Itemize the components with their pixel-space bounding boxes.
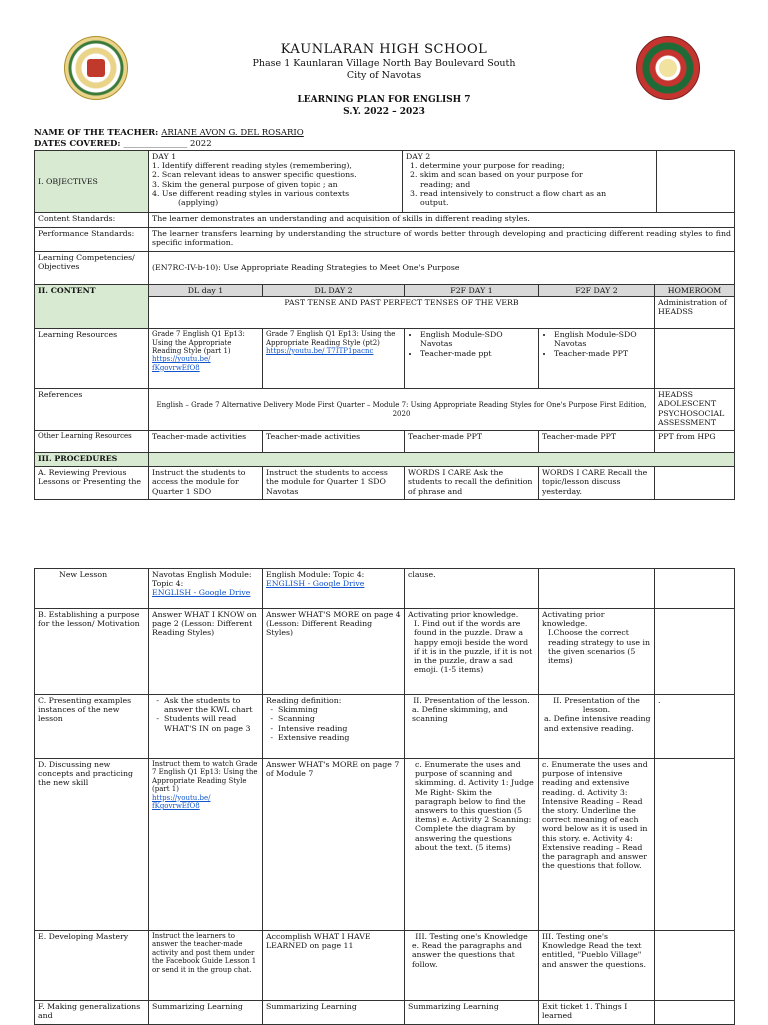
resources-dl1: Grade 7 English Q1 Ep13: Using the Appropriate Reading Style (part 1) https://youtu.be/ fKgovrwEfO8 xyxy=(149,329,263,389)
proc-f-dl1: Summarizing Learning xyxy=(149,1001,263,1025)
content-topic: PAST TENSE AND PAST PERFECT TENSES OF THE VERB xyxy=(149,297,655,329)
proc-a-dl2: Instruct the students to access the module for Quarter 1 SDO Navotas xyxy=(263,467,405,500)
proc-b-dl1: Answer WHAT I KNOW on page 2 (Lesson: Different Reading Styles) xyxy=(149,609,263,695)
proc-a-dl2-cont: English Module: Topic 4: ENGLISH - Google Drive xyxy=(263,569,405,609)
dates-line xyxy=(34,139,212,149)
proc-c-label: C. Presenting examples instances of the new lesson xyxy=(35,695,149,759)
other-resources-label: Other Learning Resources xyxy=(35,431,149,453)
proc-a-f2f1: WORDS I CARE Ask the students to recall the definition of phrase and xyxy=(405,467,539,500)
proc-e-label: E. Developing Mastery xyxy=(35,931,149,1001)
video-link-part2[interactable]: https://youtu.be/ T7ITP1pacnc xyxy=(266,347,374,356)
proc-d-label: D. Discussing new concepts and practicing the new skill xyxy=(35,759,149,931)
proc-a-homeroom-cont xyxy=(655,569,735,609)
proc-a-f2f2-cont xyxy=(539,569,655,609)
proc-f-dl2: Summarizing Learning xyxy=(263,1001,405,1025)
proc-e-f2f1: III. Testing one's Knowledge e. Read the paragraphs and answer the questions that follow. xyxy=(405,931,539,1001)
video-link-part1[interactable]: https://youtu.be/ fKgovrwEfO8 xyxy=(152,355,211,372)
content-label: II. CONTENT xyxy=(35,285,149,329)
page-gap xyxy=(0,510,768,562)
proc-b-f2f2: Activating prior knowledge. I.Choose the correct reading strategy to use in the given scenarios (5 items) xyxy=(539,609,655,695)
video-link-part1-repeat[interactable]: https://youtu.be/ fKgovrwEfO8 xyxy=(152,793,211,811)
competencies-text: (EN7RC-IV-b-10): Use Appropriate Reading Strategies to Meet One's Purpose xyxy=(149,252,735,285)
day-header-f2f1: F2F DAY 1 xyxy=(405,285,539,297)
day-header-f2f2: F2F DAY 2 xyxy=(539,285,655,297)
proc-f-f2f1: Summarizing Learning xyxy=(405,1001,539,1025)
day-header-dl1: DL day 1 xyxy=(149,285,263,297)
proc-a-homeroom xyxy=(655,467,735,500)
proc-c-f2f2: II. Presentation of the lesson. a. Define intensive reading and extensive reading. xyxy=(539,695,655,759)
proc-f-label: F. Making generalizations and xyxy=(35,1001,149,1025)
objectives-label: I. OBJECTIVES xyxy=(35,151,149,213)
proc-c-dl1: - Ask the students to answer the KWL chart - Students will read WHAT'S IN on page 3 xyxy=(149,695,263,759)
proc-a-label-cont: New Lesson xyxy=(35,569,149,609)
proc-e-dl1: Instruct the learners to answer the teacher-made activity and post them under the Facebook Guide Lesson 1 or send it in the group chat. xyxy=(149,931,263,1001)
references-homeroom: HEADSS ADOLESCENT PSYCHOSOCIAL ASSESSMENT xyxy=(655,389,735,431)
objectives-extra xyxy=(657,151,735,213)
proc-e-homeroom xyxy=(655,931,735,1001)
other-resources-homeroom: PPT from HPG xyxy=(655,431,735,453)
document-page-2 xyxy=(0,562,768,1024)
other-resources-f2f2: Teacher-made PPT xyxy=(539,431,655,453)
proc-a-f2f2: WORDS I CARE Recall the topic/lesson discuss yesterday. xyxy=(539,467,655,500)
content-standards-text: The learner demonstrates an understanding and acquisition of skills in different reading styles. xyxy=(149,213,735,228)
proc-d-dl2: Answer WHAT's MORE on page 7 of Module 7 xyxy=(263,759,405,931)
proc-b-label: B. Establishing a purpose for the lesson/ Motivation xyxy=(35,609,149,695)
school-address-line2: City of Navotas xyxy=(346,70,422,81)
google-drive-link-dl2[interactable]: ENGLISH - Google Drive xyxy=(266,579,365,589)
performance-standards-label: Performance Standards: xyxy=(35,228,149,252)
content-table xyxy=(34,284,735,500)
proc-e-f2f2: III. Testing one's Knowledge Read the text entitled, "Pueblo Village" and answer the questions. xyxy=(539,931,655,1001)
proc-d-dl1: Instruct them to watch Grade 7 English Q1 Ep13: Using the Appropriate Reading Style (part 1) https://youtu.be/ fKgovrwEfO8 xyxy=(149,759,263,931)
teacher-line xyxy=(34,128,304,138)
proc-b-homeroom xyxy=(655,609,735,695)
proc-e-dl2: Accomplish WHAT I HAVE LEARNED on page 11 xyxy=(263,931,405,1001)
references-text: English – Grade 7 Alternative Delivery Mode First Quarter – Module 7: Using Appropriate Reading Styles for One's Purpose First Edition, 2020 xyxy=(149,389,655,431)
learning-plan-table-page2 xyxy=(34,568,735,1025)
proc-a-f2f1-cont: clause. xyxy=(405,569,539,609)
proc-b-f2f1: Activating prior knowledge. I. Find out if the words are found in the puzzle. Draw a happy emoji beside the word if it is in the puzzle, if it is not in the puzzle, draw a sad emoji. (1-5 items) xyxy=(405,609,539,695)
proc-b-dl2: Answer WHAT'S MORE on page 4 (Lesson: Different Reading Styles) xyxy=(263,609,405,695)
content-homeroom: Administration of HEADSS xyxy=(655,297,735,329)
proc-d-f2f2: c. Enumerate the uses and purpose of intensive reading and extensive reading. d. Activity 3: Intensive Reading – Read the story. Underline the correct meaning of each word below as it is used in this story. e. Activity 4: Extensive reading – Read the paragraph and answer the questions that follow. xyxy=(539,759,655,931)
proc-c-homeroom: . xyxy=(655,695,735,759)
school-year: S.Y. 2022 – 2023 xyxy=(343,107,425,117)
plan-title: LEARNING PLAN FOR ENGLISH 7 xyxy=(297,95,471,105)
school-address-line1: Phase 1 Kaunlaran Village North Bay Boulevard South xyxy=(252,58,516,69)
proc-c-f2f1: II. Presentation of the lesson. a. Define skimming, and scanning xyxy=(405,695,539,759)
dates-value: _______________ 2022 xyxy=(123,139,212,149)
learning-resources-label: Learning Resources xyxy=(35,329,149,389)
content-standards-label: Content Standards: xyxy=(35,213,149,228)
proc-a-dl1: Instruct the students to access the module for Quarter 1 SDO xyxy=(149,467,263,500)
proc-d-homeroom xyxy=(655,759,735,931)
other-resources-dl1: Teacher-made activities xyxy=(149,431,263,453)
competencies-label: Learning Competencies/ Objectives xyxy=(35,252,149,285)
other-resources-f2f1: Teacher-made PPT xyxy=(405,431,539,453)
teacher-label: NAME OF THE TEACHER: xyxy=(34,128,159,138)
proc-d-f2f1: c. Enumerate the uses and purpose of scanning and skimming. d. Activity 1: Judge Me Right- Skim the paragraph below to find the answers to this question (5 items) e. Activity 2 Scanning: Complete the diagram by answering the questions about the text. (5 items) xyxy=(405,759,539,931)
learning-plan-table-page1 xyxy=(34,150,735,213)
performance-standards-text: The learner transfers learning by understanding the structure of words better through developing and practicing different reading styles to find specific information. xyxy=(149,228,735,252)
standards-table xyxy=(34,212,735,285)
proc-c-dl2: Reading definition: - Skimming - Scanning - Intensive reading - Extensive reading xyxy=(263,695,405,759)
school-name: KAUNLARAN HIGH SCHOOL xyxy=(280,42,488,57)
teacher-name: ARIANE AVON G. DEL ROSARIO xyxy=(161,128,304,138)
google-drive-link-dl1[interactable]: ENGLISH - Google Drive xyxy=(152,588,251,598)
objectives-day1: DAY 1 1. Identify different reading styles (remembering), 2. Scan relevant ideas to answer specific questions. 3. Skim the general purpose of given topic ; an 4. Use different reading styles in various contexts (applying) xyxy=(149,151,403,213)
objectives-day2: DAY 2 1. determine your purpose for reading; 2. skim and scan based on your purpose for reading; and 3. read intensively to construct a flow chart as an output. xyxy=(403,151,657,213)
resources-homeroom xyxy=(655,329,735,389)
other-resources-dl2: Teacher-made activities xyxy=(263,431,405,453)
dates-label: DATES COVERED: xyxy=(34,139,121,149)
proc-a-dl1-cont: Navotas English Module: Topic 4: ENGLISH - Google Drive xyxy=(149,569,263,609)
day-header-dl2: DL DAY 2 xyxy=(263,285,405,297)
resources-dl2: Grade 7 English Q1 Ep13: Using the Appropriate Reading Style (pt2) https://youtu.be/ T7ITP1pacnc xyxy=(263,329,405,389)
procedures-label: III. PROCEDURES xyxy=(35,453,149,467)
proc-a-label: A. Reviewing Previous Lessons or Presenting the xyxy=(35,467,149,500)
document-page-1 xyxy=(0,0,768,510)
resources-f2f1: • English Module-SDO Navotas • Teacher-made ppt xyxy=(405,329,539,389)
resources-f2f2: • English Module-SDO Navotas • Teacher-made PPT xyxy=(539,329,655,389)
procedures-band xyxy=(149,453,735,467)
proc-f-homeroom xyxy=(655,1001,735,1025)
day-header-homeroom: HOMEROOM xyxy=(655,285,735,297)
proc-f-f2f2: Exit ticket 1. Things I learned xyxy=(539,1001,655,1025)
references-label: References xyxy=(35,389,149,431)
